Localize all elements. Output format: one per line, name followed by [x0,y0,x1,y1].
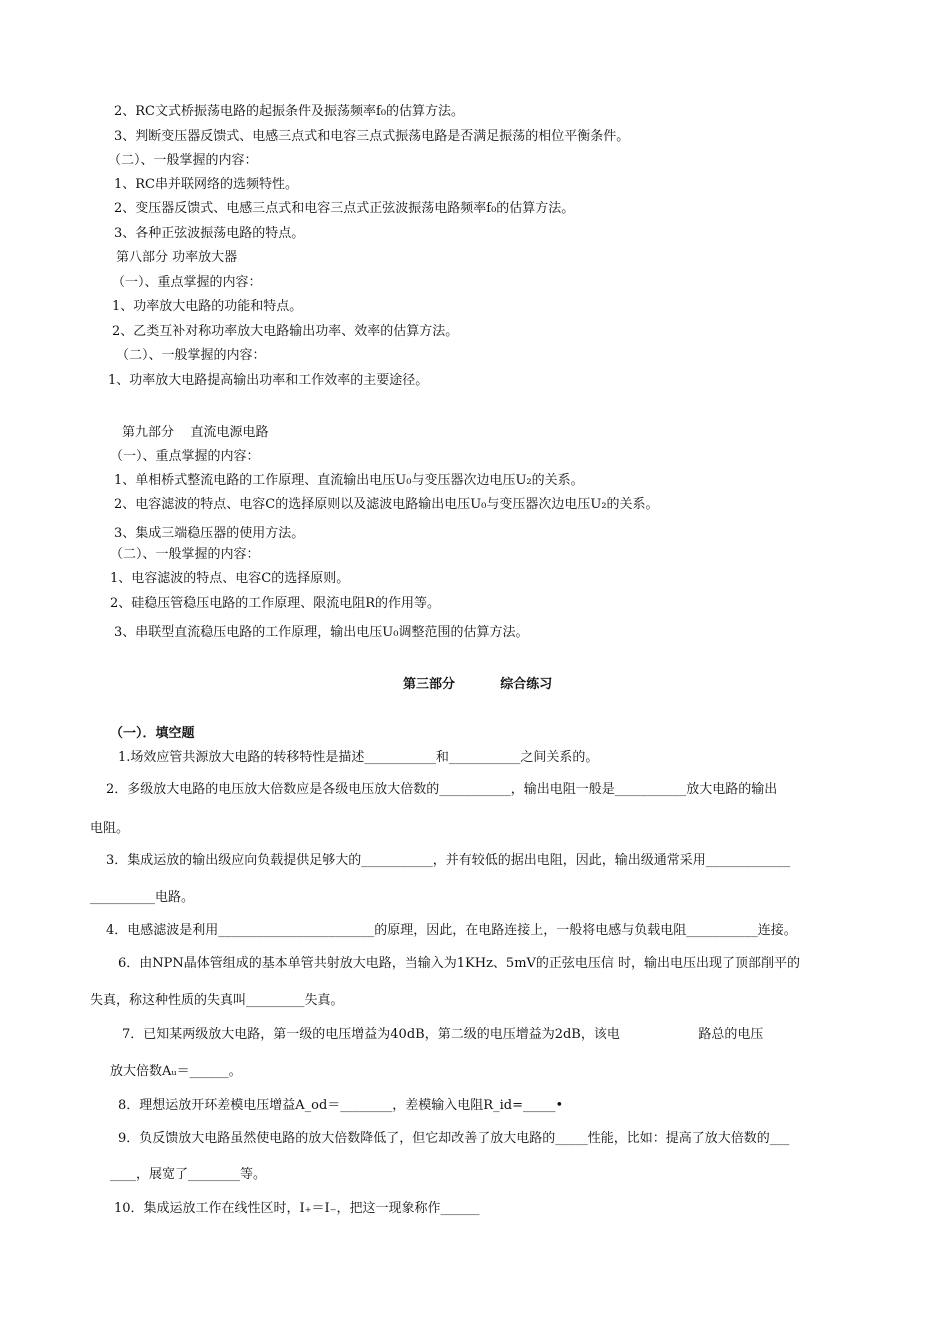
text-line: （二）、一般掌握的内容： [110,547,260,562]
part-heading: 第三部分 综合练习 [403,677,553,692]
text-line: 3、串联型直流稳压电路的工作原理，输出电压U₀调整范围的估算方法。 [114,625,529,640]
question-line: 3．集成运放的输出级应向负载提供足够大的___________，并有较低的据出电阻，因此，输出级通常采用_____________ [106,853,791,868]
text-line: 1、功率放大电路提高输出功率和工作效率的主要途径。 [108,373,429,388]
text-line: 2、乙类互补对称功率放大电路输出功率、效率的估算方法。 [112,324,459,339]
question-line: 放大倍数Aᵤ＝______。 [110,1064,242,1079]
text-line: （一）、重点掌握的内容： [110,449,260,464]
text-line: 1、电容滤波的特点、电容C的选择原则。 [110,571,350,586]
text-line: 1、RC串并联网络的选频特性。 [114,177,299,192]
question-line: 7．已知某两级放大电路，第一级的电压增益为40dB，第二级的电压增益为2dB，该电 路总的电压 [122,1027,764,1042]
question-line: 1.场效应管共源放大电路的转移特性是描述___________和___________之间关系的。 [118,750,599,765]
section-title: 第九部分 直流电源电路 [122,425,269,440]
question-line: 2．多级放大电路的电压放大倍数应是各级电压放大倍数的___________，输出电阻一般是___________放大电路的输出 [106,782,778,797]
question-line: 6．由NPN晶体管组成的基本单管共射放大电路，当输入为1KHz、5mV的正弦电压信 时，输出电压出现了顶部削平的 [118,956,801,971]
question-line: 电阻。 [90,821,130,836]
question-line: 9．负反馈放大电路虽然使电路的放大倍数降低了，但它却改善了放大电路的_____性能，比如：提高了放大倍数的___ [118,1131,790,1146]
question-line: ____，展宽了________等。 [110,1167,267,1182]
question-line: 10．集成运放工作在线性区时，I₊＝I₋，把这一现象称作______ [114,1201,480,1216]
text-line: 3、各种正弦波振荡电路的特点。 [114,226,305,241]
question-line: 4．电感滤波是利用________________________的原理，因此，在电路连接上，一般将电感与负载电阻___________连接。 [106,923,797,938]
text-line: 3、集成三端稳压器的使用方法。 [114,526,305,541]
text-line: 1、功率放大电路的功能和特点。 [112,299,303,314]
section-title: 第八部分 功率放大器 [116,250,238,265]
text-line: 2、硅稳压管稳压电路的工作原理、限流电阻R的作用等。 [110,596,441,611]
text-line: 1、单相桥式整流电路的工作原理、直流输出电压U₀与变压器次边电压U₂的关系。 [114,473,584,488]
text-line: 2、RC文式桥振荡电路的起振条件及振荡频率f₀的估算方法。 [114,104,465,119]
question-line: 8．理想运放开环差模电压增益A_od＝________，差模输入电阻R_id=_____• [118,1098,564,1113]
text-line: 2、变压器反馈式、电感三点式和电容三点式正弦波振荡电路频率f₀的估算方法。 [114,201,575,216]
text-line: （二）、一般掌握的内容： [116,348,266,363]
question-line: 失真，称这种性质的失真叫_________失真。 [90,993,344,1008]
question-line: __________电路。 [90,890,195,905]
text-line: 2、电容滤波的特点、电容C的选择原则以及滤波电路输出电压U₀与变压器次边电压U₂的关系。 [114,497,659,512]
text-line: 3、判断变压器反馈式、电感三点式和电容三点式振荡电路是否满足振荡的相位平衡条件。 [114,129,630,144]
text-line: （一）、重点掌握的内容： [112,275,262,290]
subsection-heading: （一）．填空题 [110,726,195,741]
text-line: （二）、一般掌握的内容： [108,153,258,168]
